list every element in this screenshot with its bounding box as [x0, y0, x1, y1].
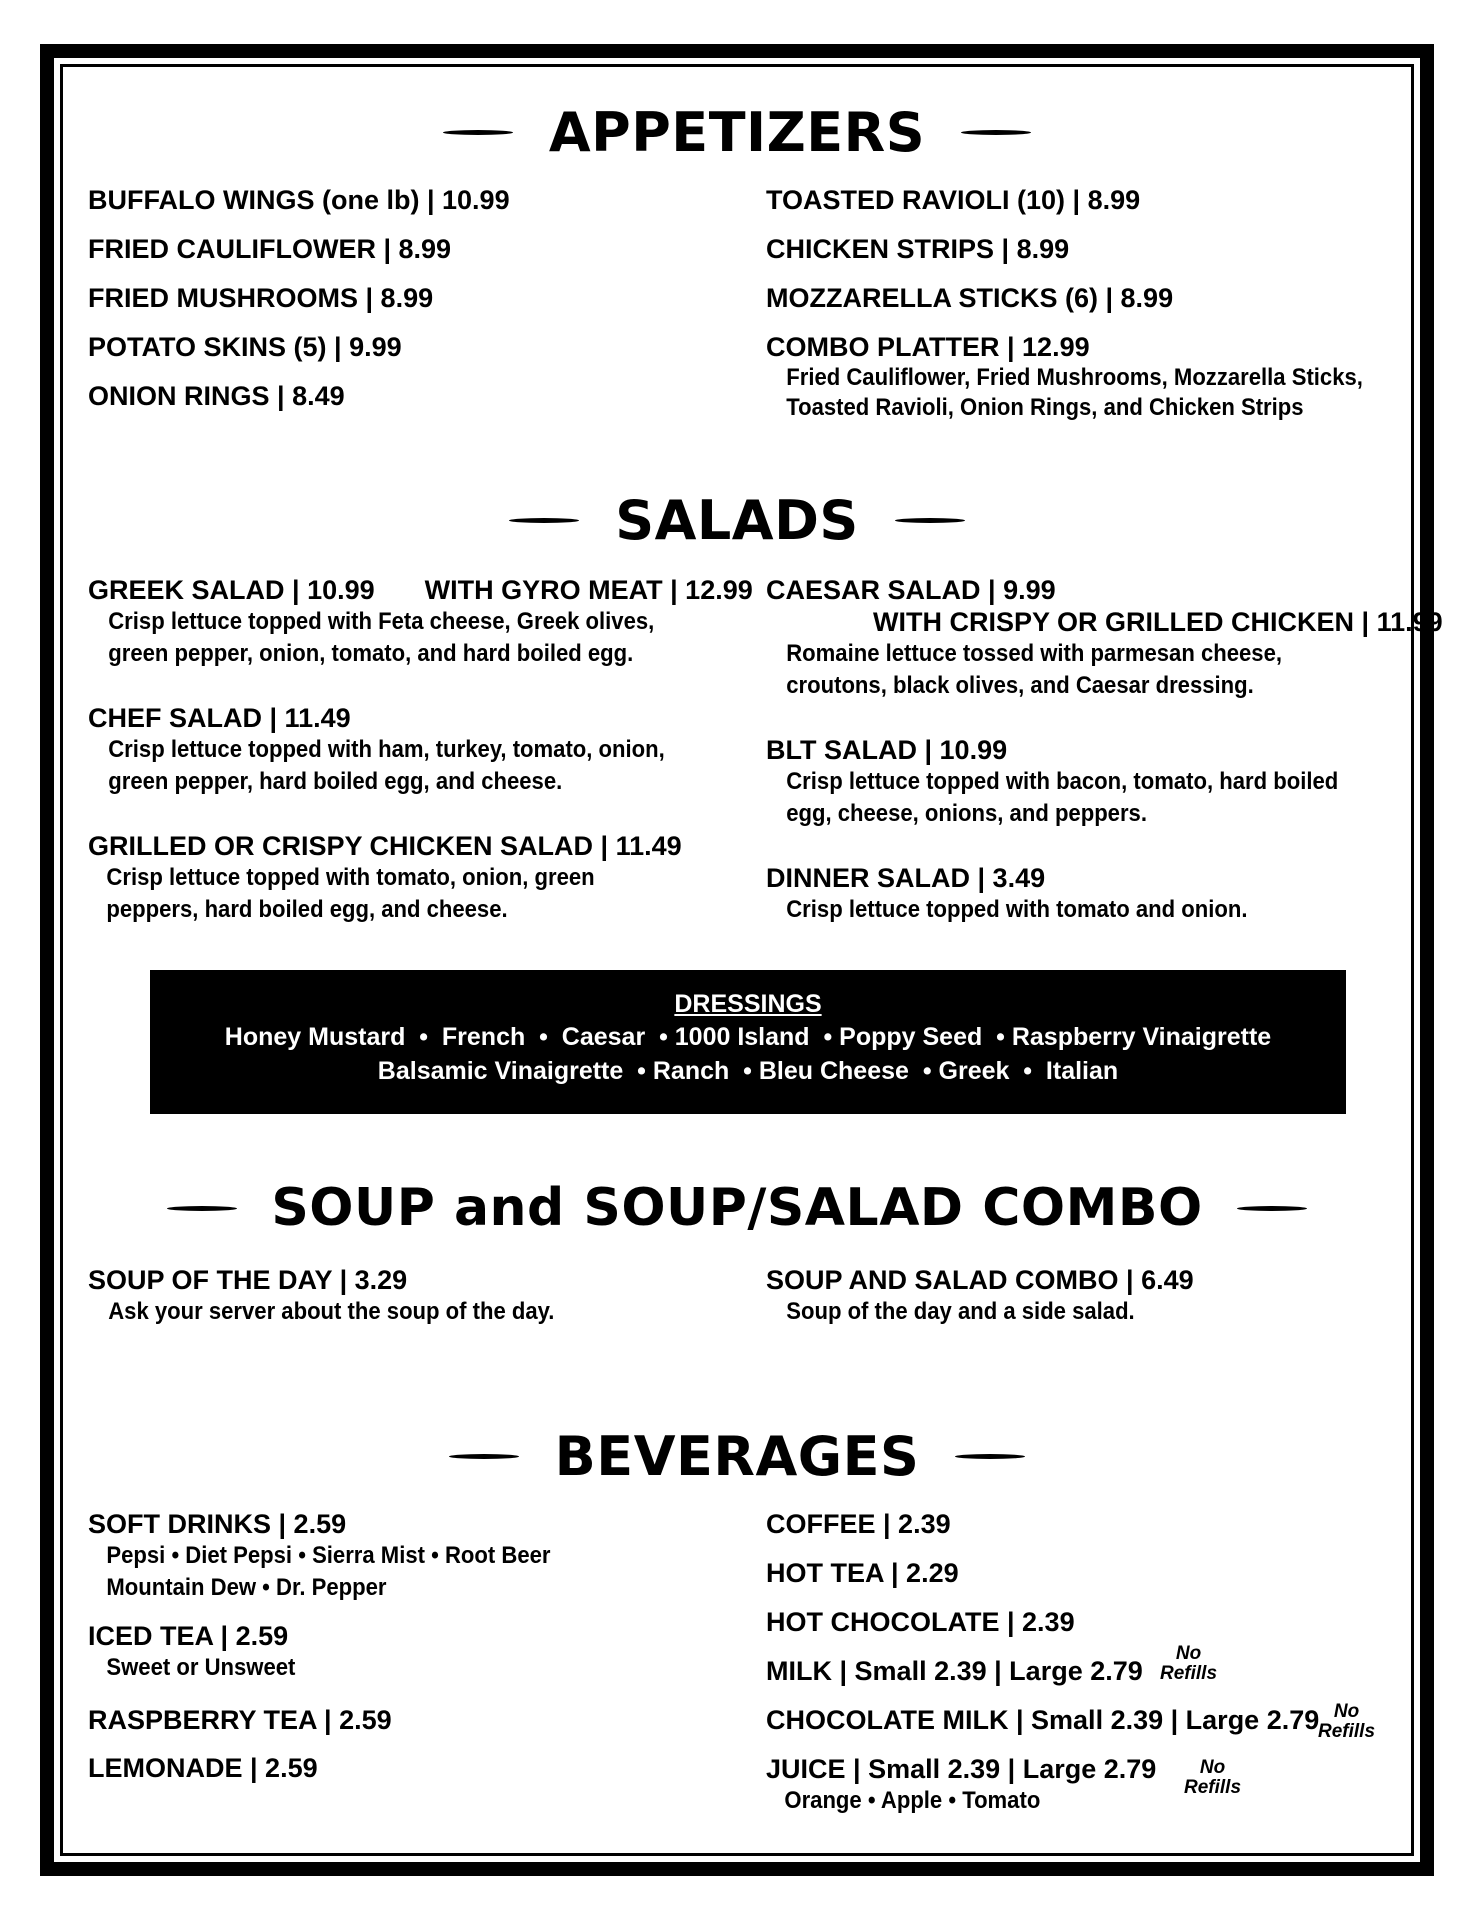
item-extra: WITH GYRO MEAT | 12.99	[424, 575, 753, 605]
heading-dash-right	[955, 1454, 1025, 1459]
item-title: GREEK SALAD | 10.99	[88, 575, 375, 605]
no-refills-note: No Refills	[1160, 1643, 1218, 1684]
menu-item: CAESAR SALAD | 9.99	[766, 575, 1056, 605]
menu-item: HOT CHOCOLATE | 2.39	[766, 1607, 1075, 1637]
menu-item: DINNER SALAD | 3.49	[766, 863, 1046, 893]
menu-item: SOUP OF THE DAY | 3.29	[88, 1265, 408, 1295]
salads-left-column	[88, 574, 753, 926]
no-refills-note: No Refills	[1318, 1701, 1376, 1742]
heading-dash-left	[167, 1206, 237, 1211]
menu-item: HOT TEA | 2.29	[766, 1558, 959, 1588]
no-refills-note: No Refills	[1184, 1757, 1242, 1798]
item-description: Crisp lettuce topped with Feta cheese, Greek olives,	[108, 608, 655, 635]
menu-item: ICED TEA | 2.59	[88, 1621, 289, 1651]
appetizers-title: APPETIZERS	[548, 100, 926, 164]
beverages-left-column	[88, 1508, 728, 1784]
beverages-heading	[60, 1424, 1414, 1488]
heading-dash-left	[443, 130, 513, 135]
item-description: Mountain Dew • Dr. Pepper	[106, 1574, 387, 1601]
item-description: Toasted Ravioli, Onion Rings, and Chicken Strips	[786, 394, 1304, 421]
heading-dash-left	[449, 1454, 519, 1459]
menu-item: POTATO SKINS (5) | 9.99	[88, 332, 402, 362]
item-description: croutons, black olives, and Caesar dressing.	[786, 672, 1254, 699]
soup-title: SOUP and SOUP/SALAD COMBO	[271, 1178, 1203, 1238]
item-extra: WITH CRISPY OR GRILLED CHICKEN | 11.99	[873, 607, 1443, 637]
dressings-line: Balsamic Vinaigrette • Ranch • Bleu Cheese • Greek • Italian	[377, 1057, 1119, 1085]
item-description: Sweet or Unsweet	[106, 1654, 296, 1681]
menu-item	[88, 574, 753, 606]
menu-item: RASPBERRY TEA | 2.59	[88, 1705, 392, 1735]
menu-item: MOZZARELLA STICKS (6) | 8.99	[766, 283, 1174, 313]
dressings-box	[150, 970, 1346, 1114]
heading-dash-left	[509, 518, 579, 523]
item-description: Crisp lettuce topped with tomato and onion.	[786, 896, 1248, 923]
item-description: Soup of the day and a side salad.	[786, 1298, 1135, 1325]
heading-dash-right	[1237, 1206, 1307, 1211]
menu-item: CHOCOLATE MILK | Small 2.39 | Large 2.79	[766, 1705, 1320, 1735]
menu-item: SOUP AND SALAD COMBO | 6.49	[766, 1265, 1194, 1295]
dressings-title: DRESSINGS	[674, 990, 822, 1018]
menu-item: FRIED CAULIFLOWER | 8.99	[88, 234, 452, 264]
item-description: Pepsi • Diet Pepsi • Sierra Mist • Root Beer	[106, 1542, 551, 1569]
menu-item: GRILLED OR CRISPY CHICKEN SALAD | 11.49	[88, 831, 682, 861]
heading-dash-right	[895, 518, 965, 523]
appetizers-heading	[60, 100, 1414, 164]
soup-heading	[60, 1176, 1414, 1240]
salads-heading	[60, 488, 1414, 552]
menu-item: COMBO PLATTER | 12.99	[766, 332, 1090, 362]
menu-item: COFFEE | 2.39	[766, 1509, 951, 1539]
menu-item: CHICKEN STRIPS | 8.99	[766, 234, 1070, 264]
soup-left-column	[88, 1264, 728, 1328]
item-description: Orange • Apple • Tomato	[784, 1787, 1041, 1814]
item-description: green pepper, hard boiled egg, and cheese.	[108, 768, 563, 795]
menu-item: CHEF SALAD | 11.49	[88, 703, 351, 733]
beverages-right-column	[766, 1508, 1406, 1817]
item-description: Fried Cauliflower, Fried Mushrooms, Mozzarella Sticks,	[786, 364, 1363, 391]
item-description: Crisp lettuce topped with tomato, onion, green	[106, 864, 595, 891]
item-description: green pepper, onion, tomato, and hard boiled egg.	[108, 640, 634, 667]
soup-right-column	[766, 1264, 1406, 1328]
appetizers-right-column	[766, 184, 1406, 423]
heading-dash-right	[961, 130, 1031, 135]
menu-item: MILK | Small 2.39 | Large 2.79	[766, 1656, 1143, 1686]
menu-item: ONION RINGS | 8.49	[88, 381, 345, 411]
item-description: Ask your server about the soup of the day.	[108, 1298, 555, 1325]
menu-item: LEMONADE | 2.59	[88, 1753, 318, 1783]
item-description: Crisp lettuce topped with bacon, tomato, hard boiled	[786, 768, 1339, 795]
salads-title: SALADS	[615, 488, 859, 552]
item-description: egg, cheese, onions, and peppers.	[786, 800, 1147, 827]
menu-item: BLT SALAD | 10.99	[766, 735, 1008, 765]
dressings-line: Honey Mustard • French • Caesar • 1000 Island • Poppy Seed • Raspberry Vinaigrette	[224, 1023, 1272, 1051]
item-description: Romaine lettuce tossed with parmesan cheese,	[786, 640, 1282, 667]
salads-right-column	[766, 574, 1443, 926]
item-description: peppers, hard boiled egg, and cheese.	[106, 896, 508, 923]
beverages-title: BEVERAGES	[554, 1424, 920, 1488]
appetizers-left-column	[88, 184, 728, 429]
menu-item: SOFT DRINKS | 2.59	[88, 1509, 347, 1539]
menu-item: JUICE | Small 2.39 | Large 2.79	[766, 1754, 1157, 1784]
menu-item: TOASTED RAVIOLI (10) | 8.99	[766, 185, 1141, 215]
menu-item: FRIED MUSHROOMS | 8.99	[88, 283, 434, 313]
menu-item: BUFFALO WINGS (one lb) | 10.99	[88, 185, 510, 215]
item-description: Crisp lettuce topped with ham, turkey, tomato, onion,	[108, 736, 665, 763]
